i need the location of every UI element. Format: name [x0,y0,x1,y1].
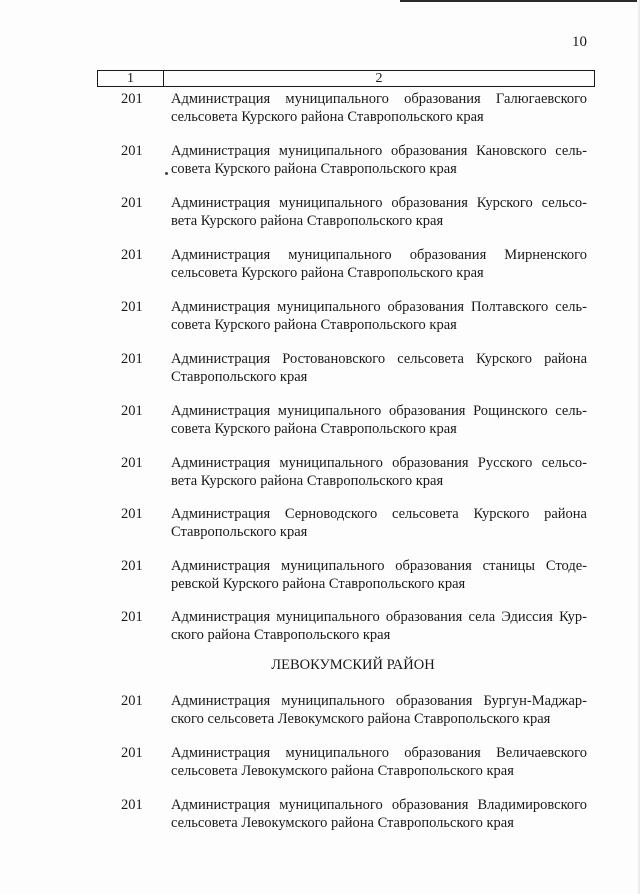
row-text: Администрация Ростовановского сельсовета Курского района Ставропольского края [171,351,587,385]
row-code: 201 [121,299,143,315]
row-text: Администрация муниципального образования станицы Стоде- ревской Курского района Ставропольского края [171,558,587,592]
section-title: ЛЕВОКУМСКИЙ РАЙОН [271,657,435,673]
row-text: Администрация муниципального образования Владимировского сельсовета Левокумского района Ставропольского края [171,797,587,831]
row-code: 201 [121,143,143,159]
row-text: Администрация муниципального образования Галюгаевского сельсовета Курского района Ставропольского края [171,91,587,125]
row-code: 201 [121,609,143,625]
row-code: 201 [121,745,143,761]
table-header-col1: 1 [98,71,164,86]
row-code: 201 [121,195,143,211]
scan-speck [165,172,168,175]
row-text: Администрация Серноводского сельсовета Курского района Ставропольского края [171,506,587,540]
row-code: 201 [121,403,143,419]
row-code: 201 [121,91,143,107]
row-text: Администрация муниципального образования села Эдиссия Кур- ского района Ставропольского края [171,609,587,643]
scan-top-edge [400,0,640,2]
table-header-col2: 2 [375,71,383,86]
row-text: Администрация муниципального образования Бургун-Маджар- ского сельсовета Левокумского района Ставропольского края [171,693,587,727]
row-text: Администрация муниципального образования Мирненского сельсовета Курского района Ставропольского края [171,247,587,281]
page-number: 10 [572,34,587,50]
row-code: 201 [121,693,143,709]
row-text: Администрация муниципального образования Рощинского сель- совета Курского района Ставропольского края [171,403,587,437]
row-text: Администрация муниципального образования Величаевского сельсовета Левокумского района Ставропольского края [171,745,587,779]
row-code: 201 [121,797,143,813]
row-code: 201 [121,558,143,574]
row-text: Администрация муниципального образования Кановского сель- совета Курского района Ставропольского края [171,143,587,177]
row-text: Администрация муниципального образования Курского сельсо- вета Курского района Ставропольского края [171,195,587,229]
row-text: Администрация муниципального образования Полтавского сель- совета Курского района Ставропольского края [171,299,587,333]
row-code: 201 [121,247,143,263]
row-code: 201 [121,455,143,471]
row-code: 201 [121,351,143,367]
table-header [97,70,595,87]
row-text: Администрация муниципального образования Русского сельсо- вета Курского района Ставропольского края [171,455,587,489]
row-code: 201 [121,506,143,522]
